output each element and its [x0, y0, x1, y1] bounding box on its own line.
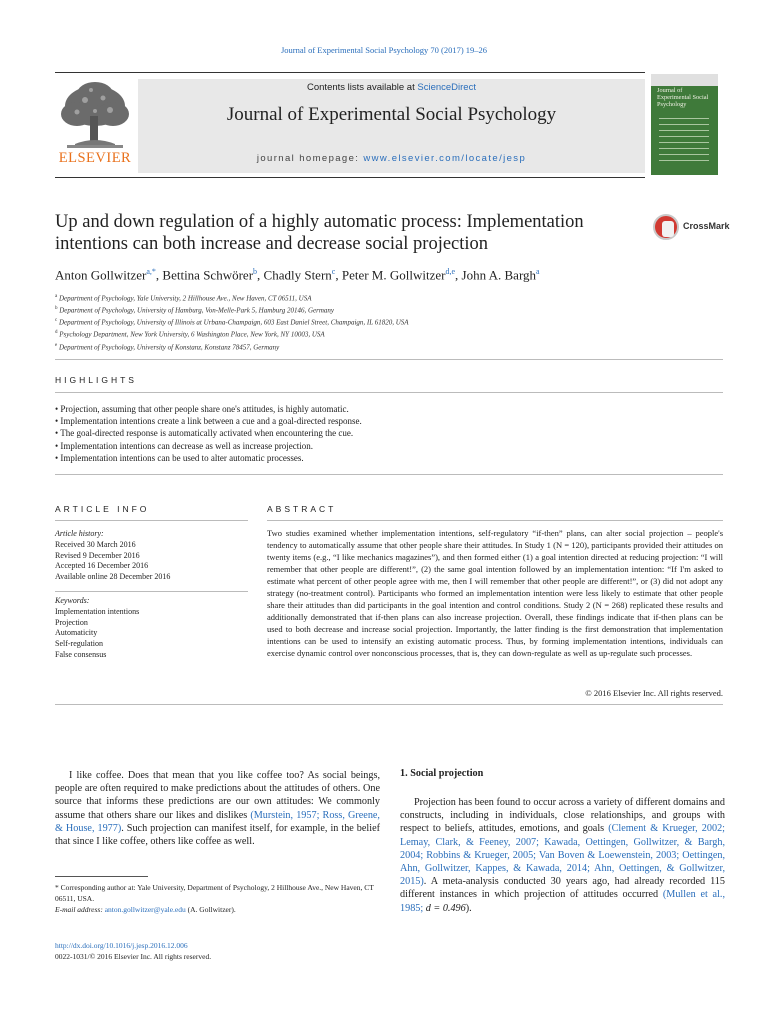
author-name: John A. Bargh: [461, 267, 537, 283]
author-name: Bettina Schwörer: [162, 267, 254, 283]
intro-text-2: . Such projection can manifest itself, for example, in the belief that since I like coffee, others like coffee as well.: [55, 822, 380, 848]
author-affiliation-mark[interactable]: c: [331, 267, 336, 276]
highlights-list: [55, 403, 723, 464]
author-separator: ,: [257, 267, 264, 283]
divider: [55, 392, 723, 393]
divider: [55, 359, 723, 360]
history-item: Received 30 March 2016: [55, 539, 136, 549]
author-separator: ,: [455, 267, 462, 283]
history-item: Accepted 16 December 2016: [55, 561, 149, 571]
journal-homepage-link[interactable]: www.elsevier.com/locate/jesp: [363, 153, 527, 164]
citation-link[interactable]: (Mullen et al., 1985;: [400, 889, 725, 914]
abstract-copyright: © 2016 Elsevier Inc. All rights reserved.: [585, 688, 723, 698]
intro-paragraph: [55, 769, 380, 848]
header-rule-top: [55, 72, 645, 73]
highlight-item: • Projection, assuming that other people share one's attitudes, is highly automatic.: [55, 404, 349, 414]
citation-link[interactable]: (Clement & Krueger, 2002; Lemay, Clark, & Feeney, 2007; Kawada, Oettingen, Gollwitzer, & Bargh, 2004; Robbins & Krueger, 2005; Van Boven & Loewenstein, 2003; Oettingen, Ahn, Gollwitzer, Kappes, & Kawada, 2014; Ahn, Oettingen, & Gollwitzer, 2015): [400, 823, 725, 888]
author-affiliation-mark[interactable]: d,e: [445, 267, 456, 276]
author-affiliation-mark[interactable]: b: [253, 267, 258, 276]
keyword: Automaticity: [55, 628, 98, 638]
crossmark-badge[interactable]: [653, 214, 733, 244]
keywords: [55, 596, 255, 661]
keyword: Projection: [55, 617, 88, 627]
highlight-item: • Implementation intentions create a link between a cue and a goal-directed response.: [55, 416, 362, 427]
article-info-heading: ARTICLE INFO: [55, 504, 150, 514]
sciencedirect-link[interactable]: ScienceDirect: [417, 82, 476, 93]
section-paragraph: [400, 796, 725, 915]
divider: [267, 520, 723, 521]
affiliations: [55, 292, 735, 353]
author-list: [55, 267, 735, 283]
article-title: Up and down regulation of a highly automatic process: Implementation intentions can both increase and decrease social projection: [55, 212, 584, 254]
contents-line: [138, 82, 645, 93]
highlights-heading: HIGHLIGHTS: [55, 375, 137, 385]
footnote-corresponding: * Corresponding author at: Yale University, Department of Psychology, 2 Hillhouse Ave., New Haven, CT 06511, USA.: [55, 883, 374, 903]
cover-text-lines: [659, 118, 709, 166]
section-heading: 1. Social projection: [400, 768, 484, 779]
footnote-email-line: [55, 904, 380, 915]
highlight-item: • Implementation intentions can decrease as well as increase projection.: [55, 440, 314, 451]
affiliation: $^a$ Department of Psychology, Yale University, 2 Hillhouse Ave., New Haven, CT 06511, USA: [55, 294, 312, 303]
author-separator: ,: [155, 267, 163, 283]
contents-prefix: Contents lists available at: [307, 82, 418, 93]
journal-cover-thumbnail[interactable]: [651, 74, 718, 175]
author-affiliation-mark[interactable]: a,*: [146, 267, 156, 276]
homepage-prefix: journal homepage:: [256, 153, 364, 164]
divider: [55, 520, 248, 521]
keyword: Implementation intentions: [55, 606, 140, 616]
journal-homepage-line: [138, 153, 645, 164]
issn-line: 0022-1031/© 2016 Elsevier Inc. All rights reserved.: [55, 952, 212, 961]
citation-link[interactable]: (Murstein, 1957; Ross, Greene, & House, 1977): [55, 809, 380, 834]
author-name: Chadly Stern: [263, 267, 332, 283]
cover-header-strip: [651, 74, 718, 86]
author-affiliation-mark[interactable]: a: [536, 267, 540, 276]
author-separator: ,: [335, 267, 342, 283]
divider: [55, 591, 248, 592]
paragraph-text: . A meta-analysis conducted 30 years ago, had already recorded 115 different instances in which projection of attitudes occurred: [400, 876, 725, 901]
paragraph-text: Projection has been found to occur across a variety of different domains and constructs, including in individuals, close relationships, and groups with respect to beliefs, attitudes, emotions, and goals: [400, 797, 725, 835]
affiliation: $^c$ Department of Psychology, University of Illinois at Urbana-Champaign, 603 East Daniel Street, Champaign, IL 61820, USA: [55, 318, 409, 327]
email-link[interactable]: anton.gollwitzer@yale.edu: [104, 905, 186, 914]
intro-text-1: I like coffee. Does that mean that you like coffee too? As social beings, people are often required to make predictions about the attitudes of others. One source that informs these predictions are our own attitudes: We commonly assume that others share our likes and dislikes: [55, 770, 380, 821]
affiliation: $^d$ Psychology Department, New York University, 6 Washington Place, New York, NY 10003, USA: [55, 330, 325, 339]
effect-size: d = 0.496: [425, 902, 466, 914]
history-item: Available online 28 December 2016: [55, 572, 171, 582]
author-name: Peter M. Gollwitzer: [341, 267, 446, 283]
history-label: Article history:: [55, 529, 104, 538]
keywords-label: Keywords:: [55, 596, 90, 605]
footnote-rule: [55, 876, 148, 877]
article-history: [55, 529, 255, 583]
elsevier-wordmark: ELSEVIER: [58, 150, 132, 166]
keyword: False consensus: [55, 649, 107, 659]
abstract-heading: ABSTRACT: [267, 504, 337, 514]
corresponding-author-footnote: [55, 882, 380, 915]
paragraph-text: ).: [465, 902, 472, 914]
doi-link[interactable]: http://dx.doi.org/10.1016/j.jesp.2016.12.006: [55, 941, 188, 950]
journal-title: Journal of Experimental Social Psychology: [226, 104, 557, 125]
abstract-text: Two studies examined whether implementation intentions, self-regulatory “if-then” plans, can alter social projection – people's tendency to automatically assume that other people share their attitudes. In Study 1 (N = 120), participants provided their attitudes on twenty items (e.g., “I like mechanics magazines”), and then formed either (1) a goal intention directed at reducing projection: “I will remember that other people are different!”, (2) the same goal intention followed by an implementation intention: “If I'm asked to estimate what percent of other people agree with me, then I will remember that other people are different!”, or (3) did not adopt any strategy (no-treatment control). Participants who formed an implementation intention were less likely to estimate that other people share their attitudes than did participants in the goal intention and control conditions. Study 2 (N = 268) replicated these results and additionally demonstrated that if-then plans can also increase projection. Overall, these findings indicate that if-then plans can be used to both decrease and increase social projection. Importantly, the latter finding is the first demonstration that implementation intentions can be used to intensify an existing automatic process. Thus, by forming implementation intentions, individuals can exercise dynamic control over nonconscious processes, that is, they can down-regulate as well as up-regulate such processes.: [267, 528, 723, 658]
keyword: Self-regulation: [55, 639, 103, 649]
divider: [55, 474, 723, 475]
email-label: E-mail address:: [55, 905, 105, 914]
highlight-item: • The goal-directed response is automatically activated when encountering the cue.: [55, 428, 354, 439]
header-rule-bottom: [55, 177, 645, 178]
divider: [55, 704, 723, 705]
affiliation: $^e$ Department of Psychology, University of Konstanz, Konstanz 78457, Germany: [55, 342, 280, 351]
crossmark-label: CrossMark: [683, 221, 730, 231]
affiliation: $^b$ Department of Psychology, University of Hamburg, Von-Melle-Park 5, Hamburg 20146, Germany: [55, 306, 335, 315]
history-item: Revised 9 December 2016: [55, 550, 140, 560]
cover-title: Journal of Experimental Social Psychology: [657, 87, 709, 108]
crossmark-icon: [653, 214, 679, 240]
author-name: Anton Gollwitzer: [55, 267, 147, 283]
journal-reference-link[interactable]: Journal of Experimental Social Psychology 70 (2017) 19–26: [280, 45, 488, 55]
email-suffix: (A. Gollwitzer).: [185, 905, 236, 914]
highlight-item: • Implementation intentions can be used to alter automatic processes.: [55, 452, 304, 463]
